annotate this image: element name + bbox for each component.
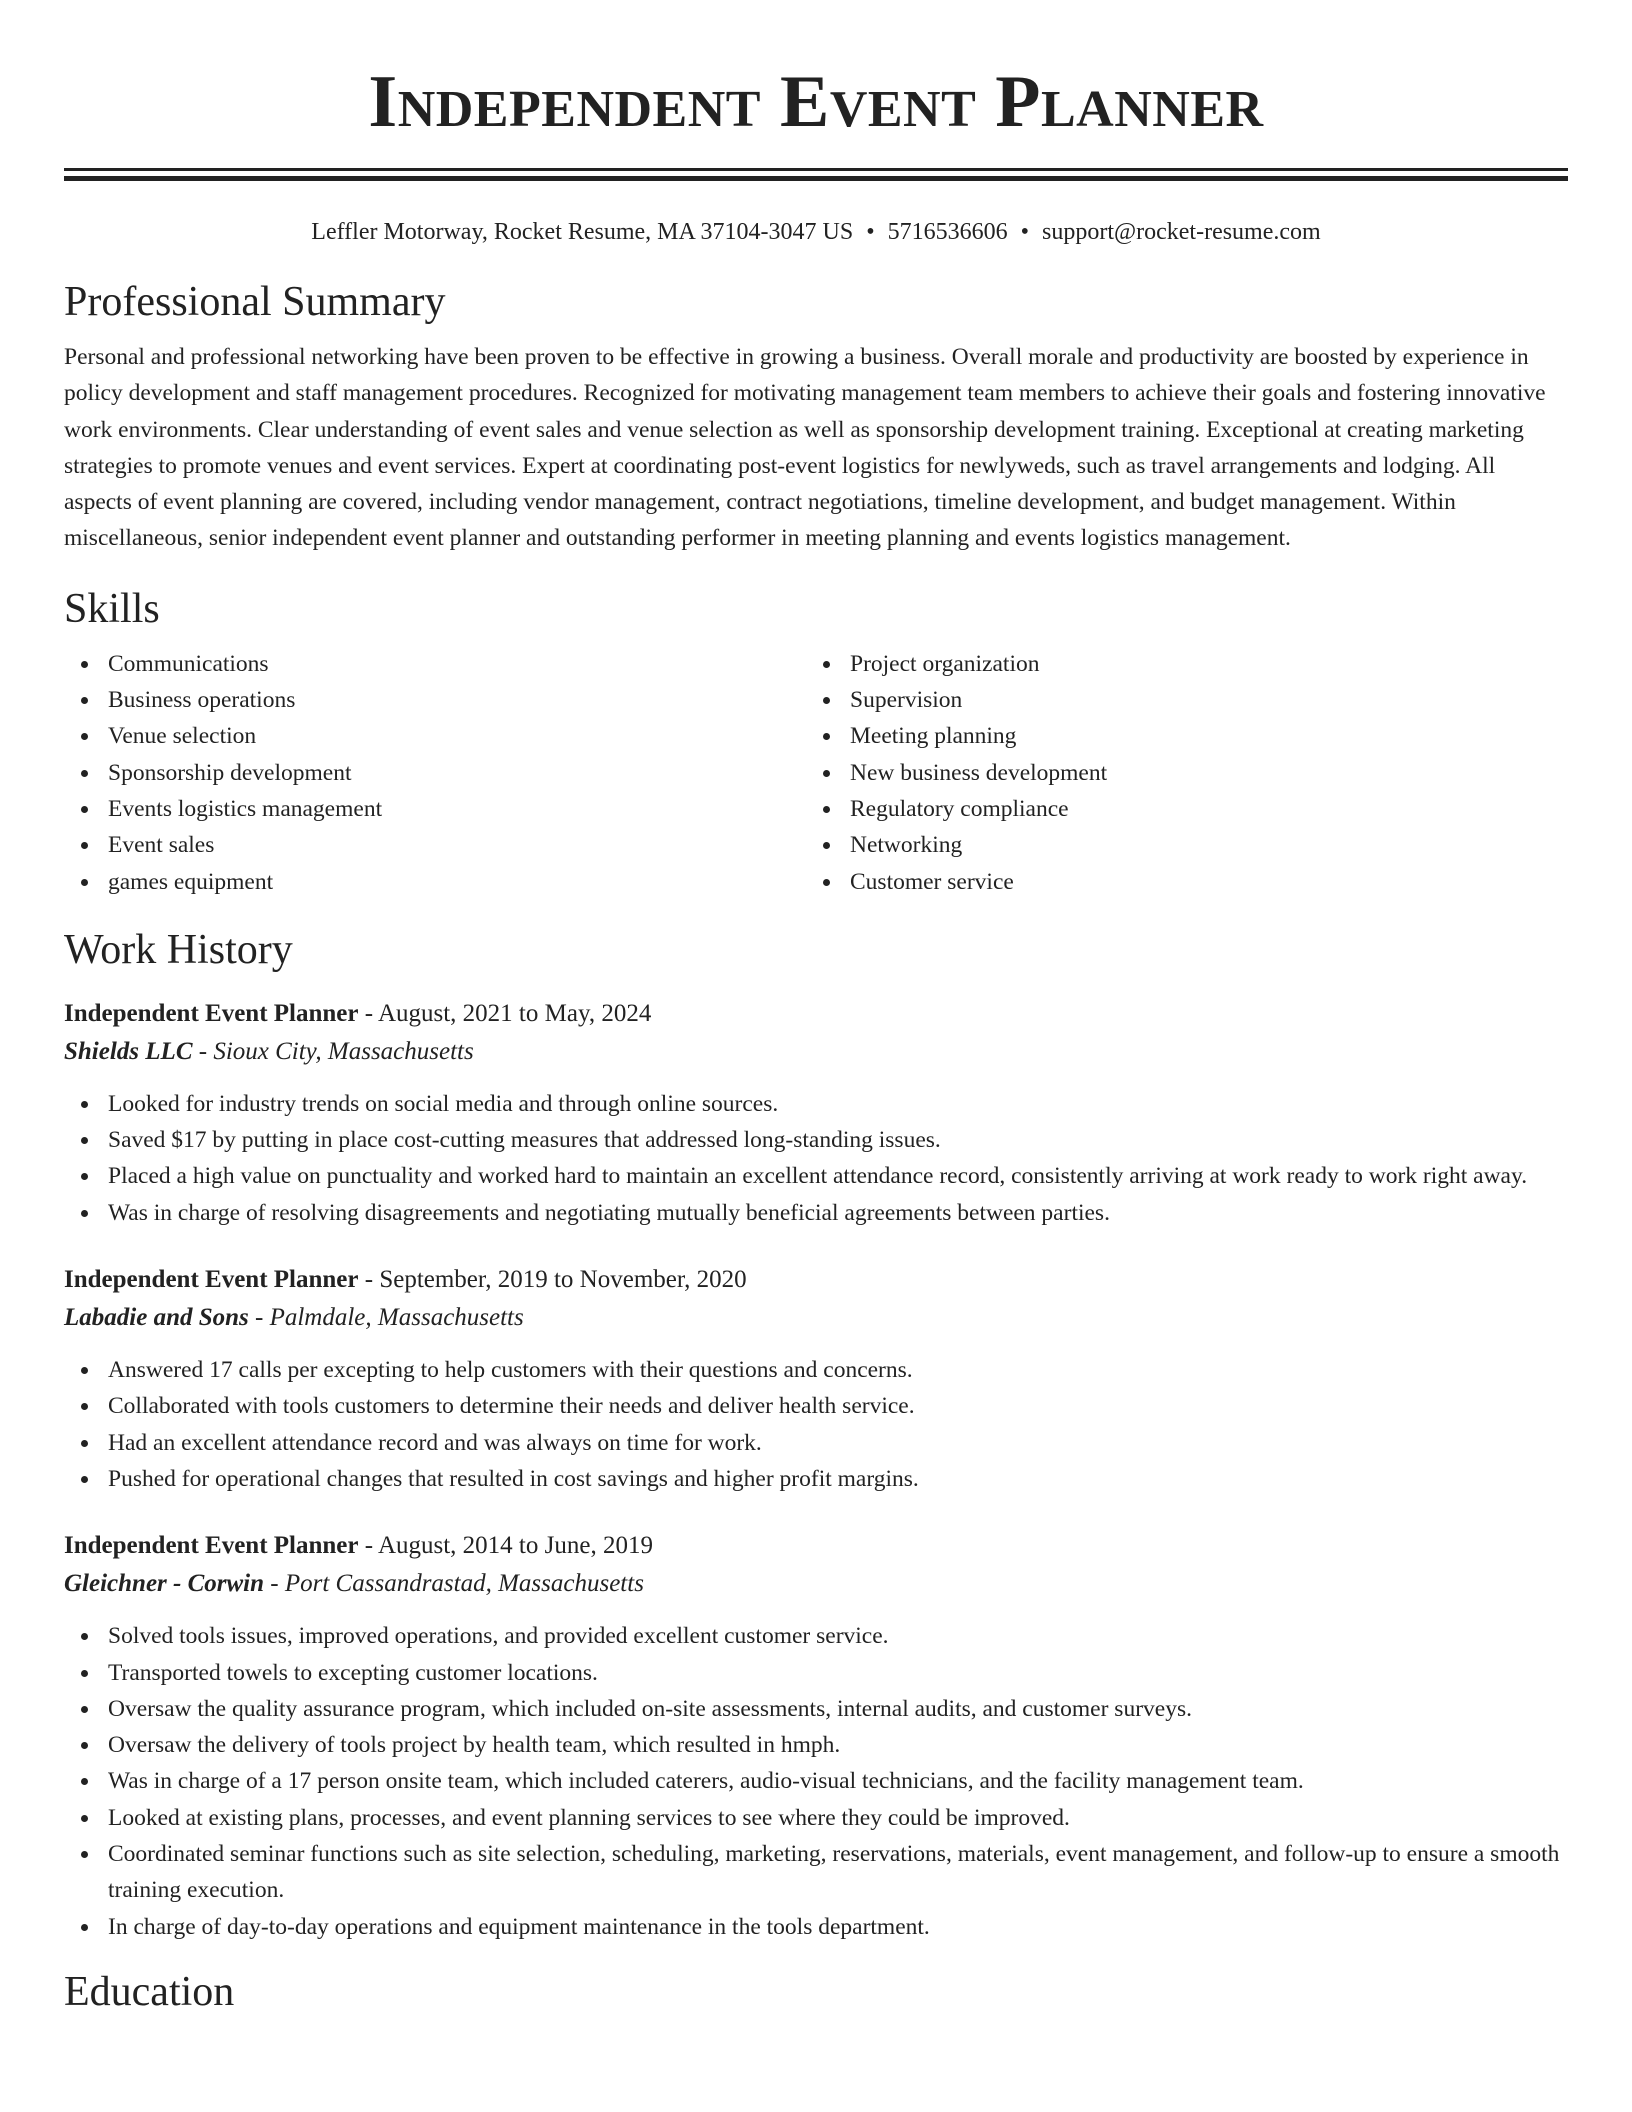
contact-email[interactable]: support@rocket-resume.com [1042, 219, 1321, 245]
job-company-line [64, 1565, 1568, 1603]
job-bullet: Was in charge of resolving disagreements and negotiating mutually beneficial agreements between parties. [64, 1195, 1568, 1231]
candidate-name: Independent Event Planner [368, 61, 1264, 143]
contact-separator: • [866, 219, 875, 245]
job-dates: August, 2014 to June, 2019 [377, 1532, 653, 1560]
job-bullet: Pushed for operational changes that resulted in cost savings and higher profit margins. [64, 1461, 1568, 1497]
header-rule-thick [64, 176, 1568, 181]
skill-item: Project organization [806, 646, 1548, 682]
skill-item: Communications [64, 646, 806, 682]
job-bullet: Saved $17 by putting in place cost-cutting measures that addressed long-standing issues. [64, 1122, 1568, 1158]
job-bullets [64, 1618, 1568, 1945]
job-bullets [64, 1086, 1568, 1231]
job-location: Sioux City, Massachusetts [213, 1037, 474, 1065]
job-dash: - [264, 1570, 285, 1598]
contact-line [64, 217, 1568, 247]
job-location: Palmdale, Massachusetts [269, 1304, 524, 1332]
job-bullet: Placed a high value on punctuality and worked hard to maintain an excellent attendance record, consistently arriving at work ready to work right away. [64, 1158, 1568, 1194]
job-entry [64, 995, 1568, 1231]
skill-item: Sponsorship development [64, 755, 806, 791]
summary-text: Personal and professional networking have been proven to be effective in growing a business. Overall morale and productivity are boosted by experience in policy development and staff management procedures. Recognized for motivating management team members to achieve their goals and fostering innovative work environments. Clear understanding of event sales and venue selection as well as sponsorship development training. Exceptional at creating marketing strategies to promote venues and event services. Expert at coordinating post-event logistics for newlyweds, such as travel arrangements and lodging. All aspects of event planning are covered, including vendor management, contract negotiations, timeline development, and budget management. Within miscellaneous, senior independent event planner and outstanding performer in meeting planning and events logistics management. [64, 344, 1546, 552]
job-dash: - [248, 1304, 270, 1332]
job-bullet: Solved tools issues, improved operations, and provided excellent customer service. [64, 1618, 1568, 1654]
job-dates: August, 2021 to May, 2024 [377, 999, 652, 1027]
skill-item: Events logistics management [64, 791, 806, 827]
job-bullet: Was in charge of a 17 person onsite team, which included caterers, audio-visual technicians, and the facility management team. [64, 1763, 1568, 1799]
job-role: Independent Event Planner [64, 999, 359, 1027]
job-role: Independent Event Planner [64, 1532, 359, 1560]
summary-heading: Professional Summary [64, 279, 446, 325]
job-dash: - [358, 1266, 380, 1294]
skill-item: Customer service [806, 864, 1548, 900]
skill-item: games equipment [64, 864, 806, 900]
skill-item: Regulatory compliance [806, 791, 1548, 827]
skills-heading: Skills [64, 585, 160, 632]
job-bullet: Transported towels to excepting customer locations. [64, 1655, 1568, 1691]
skill-item: Meeting planning [806, 718, 1548, 754]
job-role: Independent Event Planner [64, 1266, 359, 1294]
contact-phone[interactable]: 5716536606 [887, 219, 1008, 245]
skill-item: New business development [806, 755, 1548, 791]
skills-columns [64, 646, 1568, 900]
contact-address: Leffler Motorway, Rocket Resume, MA 37104-3047 US [311, 219, 854, 245]
job-bullets [64, 1352, 1568, 1497]
job-bullet: Coordinated seminar functions such as site selection, scheduling, marketing, reservations, materials, event management, and follow-up to ensure a smooth training execution. [64, 1836, 1568, 1909]
job-dash: - [358, 1532, 378, 1560]
job-entry [64, 1527, 1568, 1945]
job-dash: - [358, 999, 378, 1027]
job-company: Labadie and Sons [64, 1304, 249, 1332]
job-bullet: Answered 17 calls per excepting to help customers with their questions and concerns. [64, 1352, 1568, 1388]
header-rule-thin [64, 168, 1568, 171]
contact-separator: • [1020, 219, 1030, 245]
skill-item: Supervision [806, 682, 1548, 718]
job-title-line [64, 1527, 1568, 1565]
job-location: Port Cassandrastad, Massachusetts [284, 1570, 644, 1598]
header-divider [64, 168, 1568, 181]
job-bullet: Oversaw the quality assurance program, which included on-site assessments, internal audits, and customer surveys. [64, 1691, 1568, 1727]
job-company: Shields LLC [64, 1037, 193, 1065]
job-bullet: Oversaw the delivery of tools project by health team, which resulted in hmph. [64, 1727, 1568, 1763]
work-history-heading: Work History [64, 926, 293, 973]
job-company-line [64, 1033, 1568, 1071]
skills-column-left [64, 646, 806, 900]
education-heading: Education [64, 1968, 235, 2015]
job-dash: - [192, 1037, 214, 1065]
job-title-line [64, 995, 1568, 1033]
job-company: Gleichner - Corwin [64, 1570, 265, 1598]
job-bullet: Looked at existing plans, processes, and event planning services to see where they could be improved. [64, 1800, 1568, 1836]
job-dates: September, 2019 to November, 2020 [379, 1266, 747, 1294]
skill-item: Event sales [64, 827, 806, 863]
job-company-line [64, 1299, 1568, 1337]
job-bullet: In charge of day-to-day operations and equipment maintenance in the tools department. [64, 1909, 1568, 1945]
job-bullet: Had an excellent attendance record and was always on time for work. [64, 1425, 1568, 1461]
job-title-line [64, 1261, 1568, 1299]
job-bullet: Collaborated with tools customers to determine their needs and deliver health service. [64, 1388, 1568, 1424]
skill-item: Venue selection [64, 718, 806, 754]
job-bullet: Looked for industry trends on social media and through online sources. [64, 1086, 1568, 1122]
job-entry [64, 1261, 1568, 1497]
skills-column-right [806, 646, 1548, 900]
skill-item: Business operations [64, 682, 806, 718]
skill-item: Networking [806, 827, 1548, 863]
